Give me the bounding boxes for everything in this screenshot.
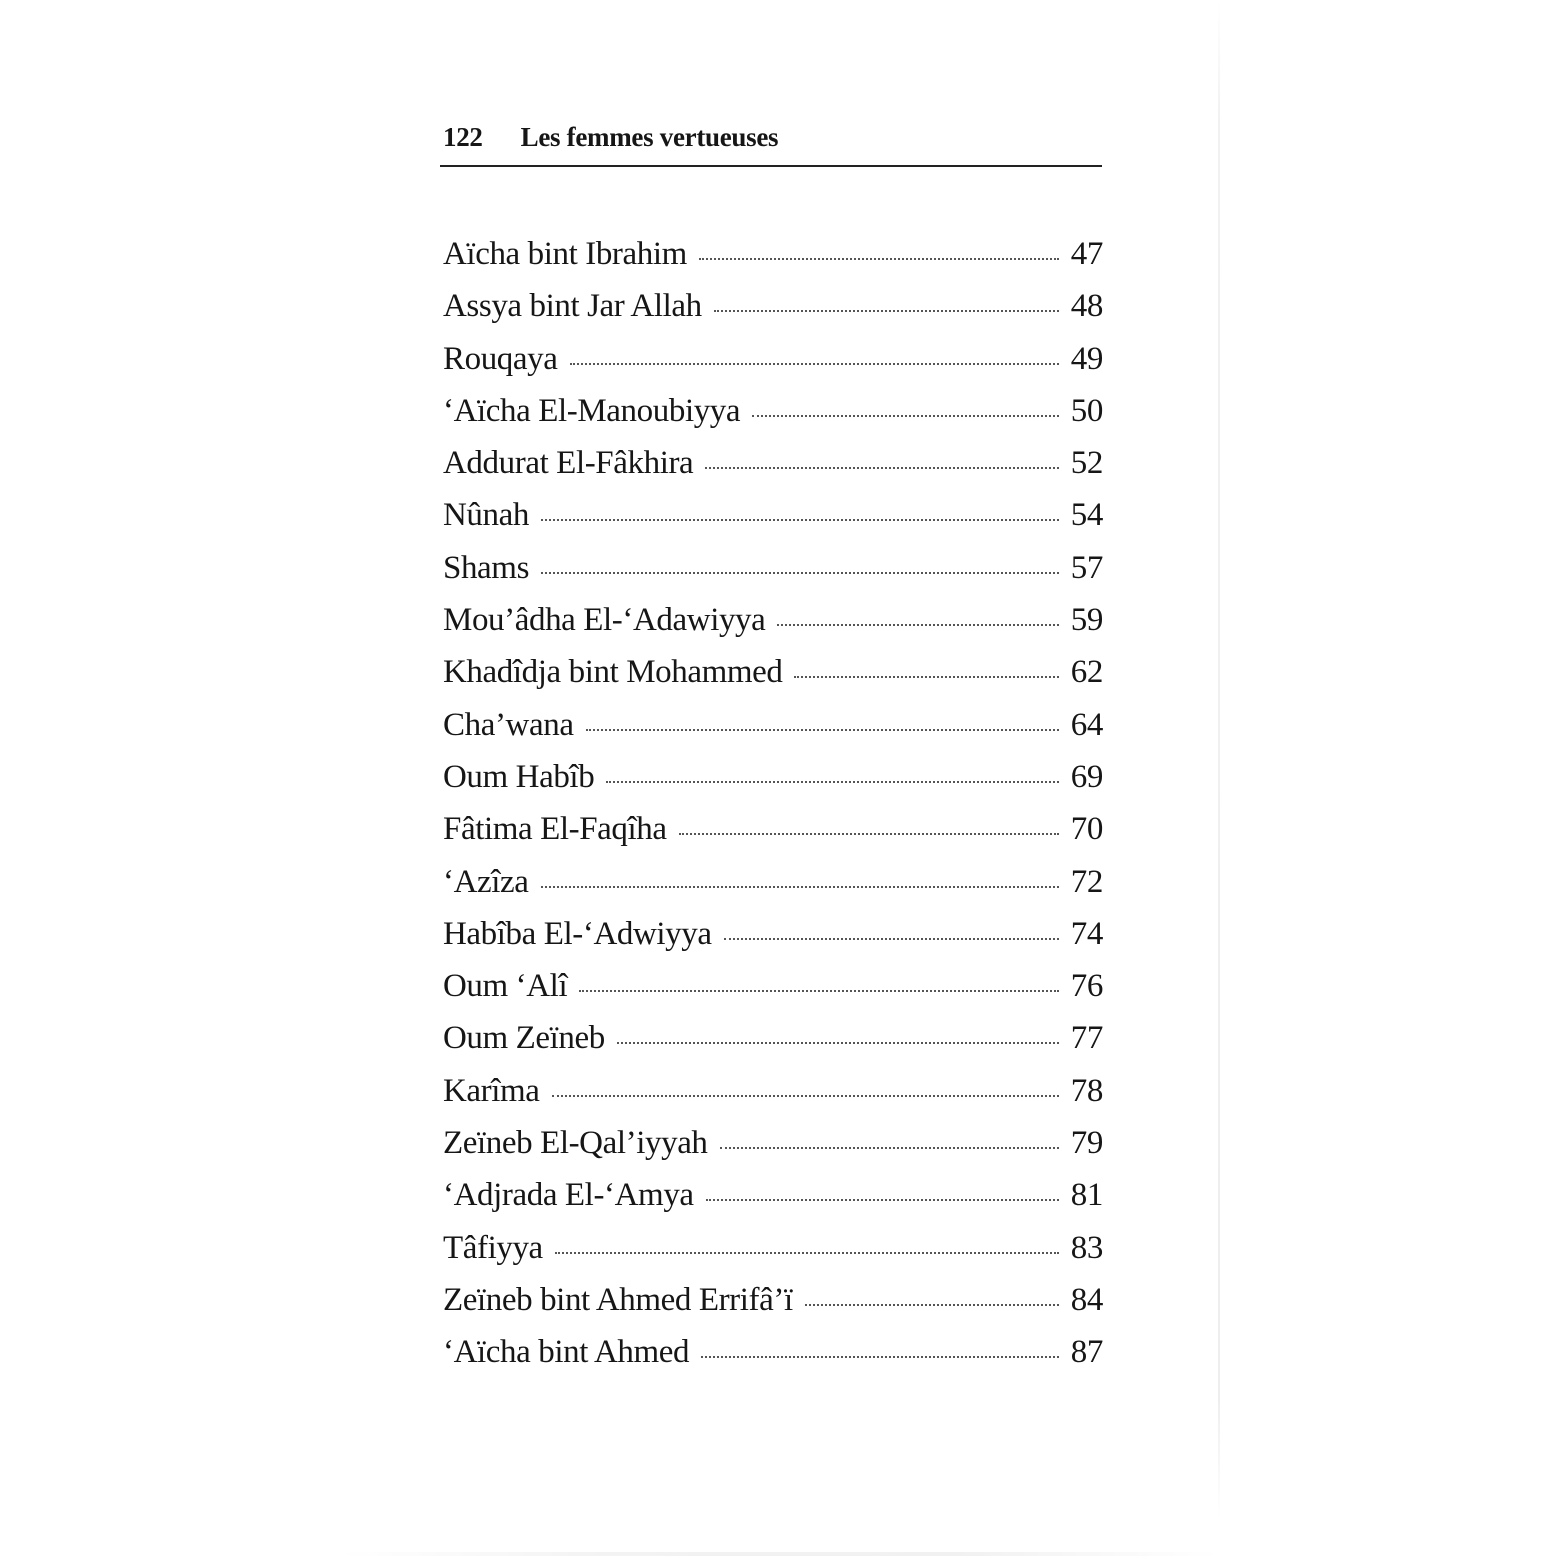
toc-entry-page: 81	[1070, 1177, 1103, 1214]
toc-entry-title: Shams	[443, 549, 530, 586]
toc-entry-title: Oum Zeïneb	[443, 1020, 605, 1057]
toc-entry-page: 49	[1070, 340, 1103, 377]
toc-entry	[443, 497, 1103, 549]
toc-entry-page: 83	[1070, 1229, 1103, 1266]
toc-entry	[443, 602, 1103, 654]
toc-entry-page: 69	[1070, 758, 1103, 795]
toc-entry-title: ‘Aïcha bint Ahmed	[443, 1334, 690, 1371]
toc-entry	[443, 1020, 1103, 1072]
table-of-contents	[443, 236, 1103, 1387]
toc-dot-leader	[805, 1304, 1059, 1306]
toc-entry-title: Habîba El-‘Adwiyya	[443, 915, 712, 952]
toc-dot-leader	[617, 1042, 1059, 1044]
toc-entry-page: 72	[1070, 863, 1103, 900]
toc-entry	[443, 916, 1103, 968]
toc-entry	[443, 1334, 1103, 1386]
page-bottom-edge	[340, 1552, 1220, 1556]
toc-dot-leader	[555, 1252, 1059, 1254]
toc-entry-title: Aïcha bint Ibrahim	[443, 236, 687, 272]
toc-dot-leader	[724, 938, 1059, 940]
toc-dot-leader	[541, 886, 1059, 888]
toc-entry	[443, 811, 1103, 863]
toc-dot-leader	[541, 519, 1059, 521]
toc-entry	[443, 341, 1103, 393]
toc-dot-leader	[714, 310, 1059, 312]
toc-entry-page: 76	[1070, 968, 1103, 1005]
toc-entry	[443, 707, 1103, 759]
toc-entry	[443, 550, 1103, 602]
toc-dot-leader	[705, 467, 1059, 469]
toc-entry-title: Zeïneb bint Ahmed Errifâ’ï	[443, 1281, 793, 1318]
toc-entry-page: 70	[1070, 811, 1103, 848]
toc-entry-title: Karîma	[443, 1072, 540, 1109]
toc-entry-page: 62	[1070, 654, 1103, 691]
toc-entry-page: 52	[1070, 445, 1103, 482]
header-page-number: 122	[443, 122, 483, 152]
toc-entry-page: 64	[1070, 706, 1103, 743]
toc-entry-title: Zeïneb El-Qal’iyyah	[443, 1125, 708, 1162]
toc-entry-title: ‘Aïcha El-Manoubiyya	[443, 392, 741, 429]
toc-dot-leader	[679, 833, 1059, 835]
toc-dot-leader	[794, 676, 1059, 678]
toc-dot-leader	[541, 572, 1059, 574]
toc-entry-title: Fâtima El-Faqîha	[443, 811, 667, 848]
toc-entry-page: 48	[1070, 288, 1103, 325]
toc-entry	[443, 288, 1103, 340]
toc-dot-leader	[552, 1095, 1059, 1097]
toc-entry-page: 59	[1070, 602, 1103, 639]
toc-entry-page: 79	[1070, 1125, 1103, 1162]
toc-dot-leader	[701, 1356, 1059, 1358]
toc-dot-leader	[720, 1147, 1059, 1149]
toc-entry-title: Assya bint Jar Allah	[443, 288, 702, 325]
toc-entry	[443, 1230, 1103, 1282]
toc-dot-leader	[752, 415, 1059, 417]
toc-entry-title: Tâfiyya	[443, 1229, 543, 1266]
toc-dot-leader	[606, 781, 1059, 783]
toc-dot-leader	[706, 1199, 1059, 1201]
toc-entry-title: Nûnah	[443, 497, 529, 534]
toc-entry-title: Oum ‘Alî	[443, 968, 568, 1005]
page-edge-line	[1218, 0, 1220, 1520]
toc-entry	[443, 1125, 1103, 1177]
toc-entry-title: Rouqaya	[443, 340, 558, 377]
toc-entry	[443, 864, 1103, 916]
toc-dot-leader	[570, 363, 1059, 365]
toc-dot-leader	[777, 624, 1059, 626]
toc-entry-page: 77	[1070, 1020, 1103, 1057]
toc-entry-page: 47	[1070, 236, 1103, 272]
toc-entry-title: Addurat El-Fâkhira	[443, 445, 694, 482]
toc-entry-page: 50	[1070, 392, 1103, 429]
toc-dot-leader	[699, 258, 1059, 260]
toc-entry	[443, 1177, 1103, 1229]
toc-entry-page: 74	[1070, 915, 1103, 952]
toc-entry-title: ‘Azîza	[443, 863, 529, 900]
toc-entry-page: 87	[1070, 1334, 1103, 1371]
toc-entry	[443, 445, 1103, 497]
toc-entry-page: 78	[1070, 1072, 1103, 1109]
toc-entry-page: 84	[1070, 1281, 1103, 1318]
header-rule	[440, 165, 1102, 167]
toc-dot-leader	[579, 990, 1059, 992]
toc-entry-title: Khadîdja bint Mohammed	[443, 654, 783, 691]
toc-entry	[443, 654, 1103, 706]
toc-dot-leader	[586, 729, 1059, 731]
toc-entry-title: Mou’âdha El-‘Adawiyya	[443, 602, 766, 639]
running-header	[443, 122, 1103, 166]
toc-entry-page: 57	[1070, 549, 1103, 586]
toc-entry	[443, 1073, 1103, 1125]
toc-entry	[443, 236, 1103, 288]
toc-entry	[443, 759, 1103, 811]
toc-entry	[443, 1282, 1103, 1334]
header-book-title: Les femmes vertueuses	[520, 122, 779, 152]
toc-entry-title: ‘Adjrada El-‘Amya	[443, 1177, 694, 1214]
toc-entry	[443, 393, 1103, 445]
toc-entry-page: 54	[1070, 497, 1103, 534]
toc-entry-title: Cha’wana	[443, 706, 574, 743]
toc-entry	[443, 968, 1103, 1020]
toc-entry-title: Oum Habîb	[443, 758, 595, 795]
